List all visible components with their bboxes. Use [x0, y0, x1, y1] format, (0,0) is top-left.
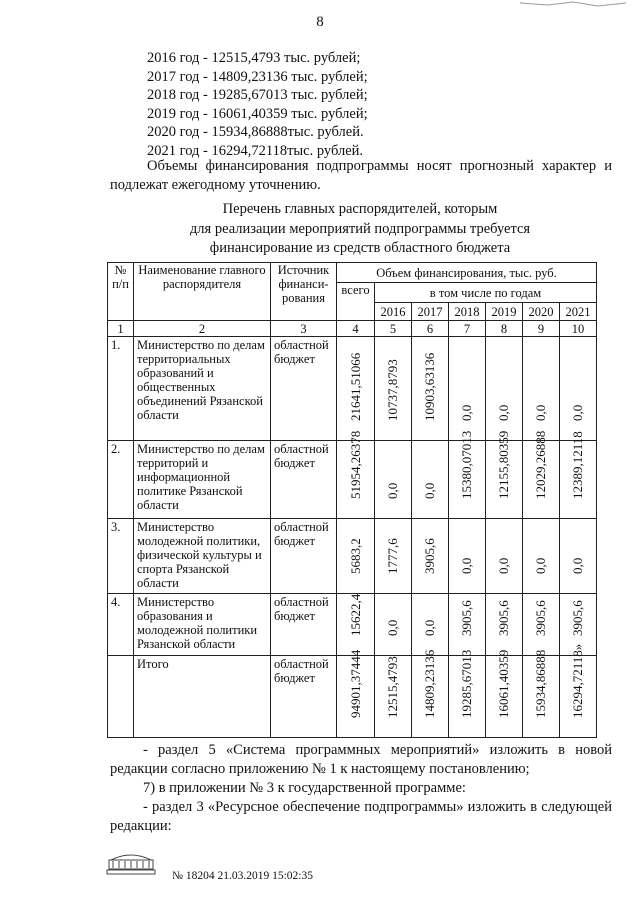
- row-value-2016: 1777,6: [385, 538, 400, 574]
- row-value: [560, 431, 597, 519]
- row-total-value: 21641,51066: [347, 352, 363, 421]
- row-name: Министерство по делам территорий и информационной политике Рязанской области: [134, 441, 271, 519]
- index-cell: 6: [412, 321, 449, 337]
- row-total-value: 94901,37444: [347, 649, 363, 718]
- section5-paragraph: - раздел 5 «Система программных мероприятий» изложить в новой редакции согласно приложению № 1 к настоящему постановлению;: [110, 742, 612, 777]
- row-value-2020: 0,0: [533, 404, 548, 421]
- row-value-2020: 0,0: [533, 557, 548, 574]
- row-value: [375, 337, 412, 441]
- row-value-2021: 0,0: [570, 404, 585, 421]
- heading-line: для реализации мероприятий подпрограммы требуется: [189, 220, 531, 237]
- row-total: [337, 594, 375, 656]
- row-value-2020: 12029,26888: [533, 430, 548, 499]
- row-value-2016: 0,0: [385, 482, 400, 499]
- index-cell: 2: [134, 321, 271, 337]
- row-source: областной бюджет: [271, 337, 337, 441]
- row-value: [375, 656, 412, 738]
- row-source: областной бюджет: [271, 594, 337, 656]
- row-number: 1.: [108, 337, 134, 441]
- index-cell: 4: [337, 321, 375, 337]
- index-cell: 5: [375, 321, 412, 337]
- row-value: [523, 594, 560, 656]
- row-value: [523, 519, 560, 594]
- year-line: 2020 год - 15934,86888тыс. рублей.: [147, 124, 364, 141]
- row-value: [486, 337, 523, 441]
- row-value: [486, 649, 523, 738]
- header-year: 2017: [412, 303, 449, 321]
- forecast-paragraph: Объемы финансирования подпрограммы носят прогнозный характер и подлежат ежегодному уточнению.: [110, 158, 612, 193]
- header-year: 2016: [375, 303, 412, 321]
- heading-line: финансирование из средств областного бюджета: [209, 240, 511, 256]
- row-total-value: 5683,2: [347, 538, 363, 574]
- row-value-2017: 0,0: [422, 482, 437, 499]
- row-value-2021: 16294,72118»: [570, 643, 585, 718]
- row-value-2017: 14809,23136: [422, 649, 437, 718]
- row-value-2017: 0,0: [422, 619, 437, 636]
- row-value-2019: 0,0: [496, 404, 511, 421]
- year-line: 2017 год - 14809,23136 тыс. рублей;: [147, 68, 368, 85]
- row-value: [449, 337, 486, 441]
- year-line: 2019 год - 16061,40359 тыс. рублей;: [147, 105, 368, 122]
- row-value-2017: 3905,6: [422, 538, 437, 574]
- header-year: 2019: [486, 303, 523, 321]
- row-value: [486, 430, 523, 519]
- row-value-2018: 0,0: [459, 557, 474, 574]
- row-value: [375, 441, 412, 519]
- table-heading: [140, 200, 580, 259]
- row-value: [523, 430, 560, 519]
- header-year: 2020: [523, 303, 560, 321]
- row-source: областной бюджет: [271, 441, 337, 519]
- index-cell: 9: [523, 321, 560, 337]
- row-value: [560, 643, 597, 738]
- column-index-row: [108, 321, 597, 337]
- row-name: Министерство молодежной политики, физической культуры и спорта Рязанской области: [134, 519, 271, 594]
- row-value-2021: 0,0: [570, 557, 585, 574]
- row-number: 3.: [108, 519, 134, 594]
- row-value-2020: 15934,86888: [533, 649, 548, 718]
- row-value: [375, 594, 412, 656]
- row-value: [523, 649, 560, 738]
- row-value: [449, 430, 486, 519]
- row-value: [412, 594, 449, 656]
- row-value: [412, 519, 449, 594]
- row-value-2018: 15380,07013: [459, 430, 474, 499]
- row-value: [486, 519, 523, 594]
- row-value: [486, 594, 523, 656]
- row-name: Министерство по делам территориальных образований и общественных объединений Рязанской области: [134, 337, 271, 441]
- row-value-2017: 10903,63136: [422, 352, 437, 421]
- row-value-2021: 12389,12118: [570, 431, 585, 499]
- table-row: [108, 337, 597, 441]
- row-value: [449, 649, 486, 738]
- header-source: Источник финанси-рования: [271, 263, 337, 321]
- row-value-2019: 16061,40359: [496, 649, 511, 718]
- header-total: всего: [337, 283, 375, 321]
- row-value-2019: 3905,6: [496, 600, 511, 636]
- row-value: [560, 337, 597, 441]
- table-row: [108, 519, 597, 594]
- index-cell: 7: [449, 321, 486, 337]
- row-value: [375, 519, 412, 594]
- row-value-2016: 10737,8793: [385, 359, 400, 421]
- row-value-2018: 0,0: [459, 404, 474, 421]
- scan-artifact: [518, 0, 628, 10]
- row-total-value: 15622,4: [347, 593, 363, 636]
- registration-stamp: № 18204 21.03.2019 15:02:35: [172, 870, 313, 882]
- row-total: [337, 649, 375, 738]
- row-value: [560, 519, 597, 594]
- header-year: 2021: [560, 303, 597, 321]
- row-value: [449, 594, 486, 656]
- row-value: [412, 337, 449, 441]
- header-year: 2018: [449, 303, 486, 321]
- total-row: [108, 656, 597, 738]
- row-value-2020: 3905,6: [533, 600, 548, 636]
- row-total: [337, 430, 375, 519]
- header-volume: Объем финансирования, тыс. руб.: [337, 263, 597, 283]
- section3-paragraph: - раздел 3 «Ресурсное обеспечение подпрограммы» изложить в следующей редакции:: [110, 799, 612, 834]
- year-line: 2016 год - 12515,4793 тыс. рублей;: [147, 50, 361, 66]
- row-value: [523, 337, 560, 441]
- index-cell: 8: [486, 321, 523, 337]
- row-value-2016: 0,0: [385, 619, 400, 636]
- row-name: Итого: [134, 656, 271, 738]
- row-source: областной бюджет: [271, 519, 337, 594]
- row-value-2018: 19285,67013: [459, 649, 474, 718]
- registry-seal-icon: [103, 852, 159, 876]
- header-by-years: в том числе по годам: [375, 283, 597, 303]
- row-value-2018: 3905,6: [459, 600, 474, 636]
- row-total: [337, 337, 375, 441]
- item7-paragraph: 7) в приложении № 3 к государственной программе:: [143, 780, 466, 796]
- row-value-2019: 12155,80359: [496, 430, 511, 499]
- index-cell: 10: [560, 321, 597, 337]
- row-total: [337, 519, 375, 594]
- index-cell: 1: [108, 321, 134, 337]
- row-number: 2.: [108, 441, 134, 519]
- year-line: 2021 год - 16294,72118тыс. рублей.: [147, 142, 364, 159]
- row-value: [412, 441, 449, 519]
- yearly-funding-list: [147, 49, 368, 161]
- heading-line: Перечень главных распорядителей, которым: [222, 201, 498, 217]
- row-value: [449, 519, 486, 594]
- row-value: [412, 649, 449, 738]
- funding-table: [107, 262, 597, 738]
- row-value-2021: 3905,6: [570, 600, 585, 636]
- row-value-2019: 0,0: [496, 557, 511, 574]
- row-value-2016: 12515,4793: [385, 656, 400, 718]
- year-line: 2018 год - 19285,67013 тыс. рублей;: [147, 87, 368, 104]
- header-name: Наименование главного распорядителя: [134, 263, 271, 321]
- row-total-value: 51954,26378: [347, 430, 363, 499]
- page-number: 8: [316, 14, 324, 30]
- table-row: [108, 441, 597, 519]
- table-row: [108, 594, 597, 656]
- row-number: [108, 656, 134, 738]
- header-number: № п/п: [108, 263, 134, 321]
- row-source: областной бюджет: [271, 656, 337, 738]
- row-name: Министерство образования и молодежной политики Рязанской области: [134, 594, 271, 656]
- index-cell: 3: [271, 321, 337, 337]
- row-number: 4.: [108, 594, 134, 656]
